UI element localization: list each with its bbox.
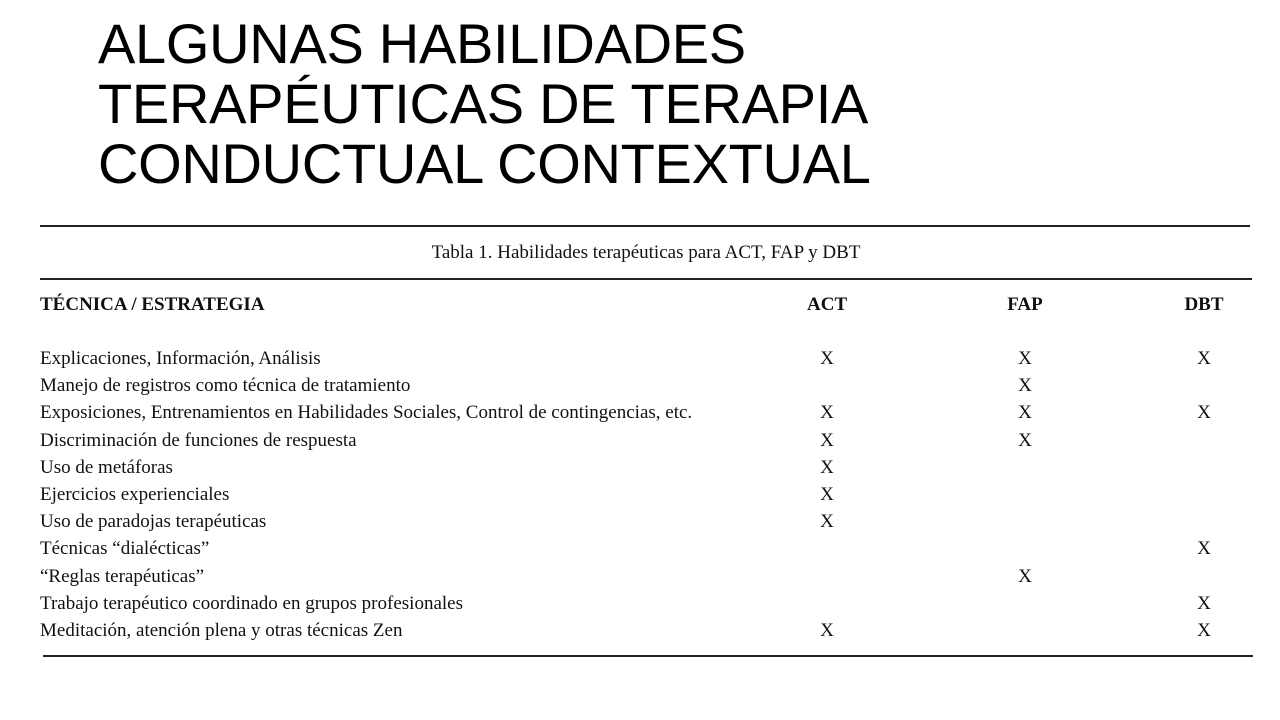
row-label: Ejercicios experienciales [40,484,230,505]
table-row [40,620,1252,647]
row-mark-dbt: X [1197,348,1211,369]
row-mark-act: X [820,348,834,369]
row-mark-act: X [820,620,834,641]
header-act: ACT [807,294,848,315]
row-label: Uso de metáforas [40,456,173,478]
table-bottom-rule [43,655,1253,657]
table-row [40,348,1252,375]
table-row [40,457,1252,484]
table-row [40,430,1252,457]
row-label: Técnicas “dialécticas” [40,538,210,560]
row-label: Uso de paradojas terapéuticas [40,511,267,533]
skills-table-image [40,225,1252,659]
row-label: “Reglas terapéuticas” [40,565,205,587]
row-mark-act: X [820,484,834,505]
row-mark-fap: X [1018,402,1032,424]
slide-title [98,14,1198,194]
row-mark-fap: X [1018,565,1032,587]
table-caption: Tabla 1. Habilidades terapéuticas para ACT, FAP y DBT [431,242,861,263]
row-mark-act: X [820,429,834,451]
title-line-1: ALGUNAS HABILIDADES [98,12,746,75]
table-row [40,511,1252,538]
title-line-3: CONDUCTUAL CONTEXTUAL [98,132,871,195]
row-label: Exposiciones, Entrenamientos en Habilidades Sociales, Control de contingencias, etc. [40,402,693,424]
row-mark-act: X [820,511,834,533]
header-fap: FAP [1007,294,1043,315]
row-mark-fap: X [1018,375,1032,397]
row-label: Manejo de registros como técnica de tratamiento [40,375,411,397]
row-label: Explicaciones, Información, Análisis [40,348,321,369]
header-technique: TÉCNICA / ESTRATEGIA [40,294,265,315]
table-row [40,538,1252,565]
row-mark-act: X [820,402,834,424]
table-row [40,375,1252,402]
row-label: Meditación, atención plena y otras técnicas Zen [40,620,403,641]
table-header-rule [40,278,1252,280]
table-row [40,566,1252,593]
table-row [40,484,1252,511]
row-label: Discriminación de funciones de respuesta [40,429,357,451]
header-dbt: DBT [1184,294,1224,315]
row-mark-dbt: X [1197,538,1211,560]
row-mark-act: X [820,456,834,478]
row-mark-fap: X [1018,429,1032,451]
table-row [40,593,1252,620]
row-mark-fap: X [1018,348,1032,369]
table-top-rule [40,225,1250,227]
title-line-2: TERAPÉUTICAS DE TERAPIA [98,72,869,135]
row-mark-dbt: X [1197,592,1211,614]
row-mark-dbt: X [1197,402,1211,424]
table-row [40,402,1252,429]
row-mark-dbt: X [1197,620,1211,641]
row-label: Trabajo terapéutico coordinado en grupos profesionales [40,592,463,614]
